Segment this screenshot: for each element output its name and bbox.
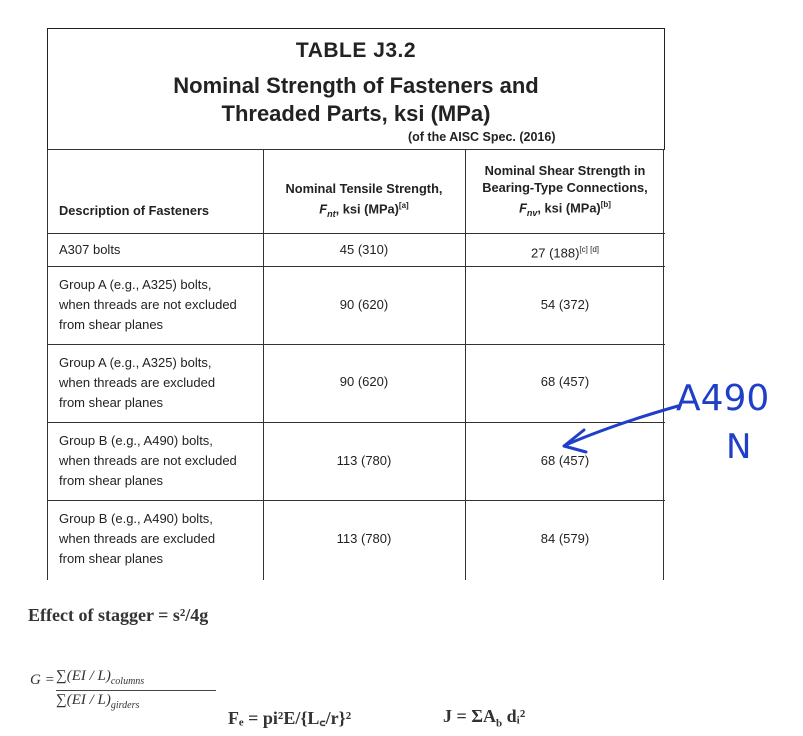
row-tensile-value: 113 (780) — [336, 531, 392, 546]
table-number: TABLE J3.2 — [295, 39, 417, 62]
g-fraction-bar — [56, 690, 216, 691]
g-factor-formula — [30, 668, 145, 711]
row-tensile-value: 113 (780) — [336, 453, 392, 468]
row-description-line: when threads are not excluded — [59, 453, 237, 468]
table-row — [47, 266, 665, 345]
row-description-line: when threads are excluded — [59, 531, 216, 546]
header-shear-unit: , ksi (MPa) — [537, 200, 601, 216]
row-tensile-value: 90 (620) — [339, 297, 389, 312]
annotation-text-a490: A490 — [676, 378, 770, 419]
row-description — [59, 509, 215, 569]
row-description-line: from shear planes — [59, 317, 164, 332]
annotation-text-n: N — [726, 427, 752, 467]
header-tensile-note: [a] — [398, 201, 409, 210]
row-description-line: from shear planes — [59, 551, 164, 566]
header-shear — [467, 162, 663, 222]
header-shear-symbol: F — [519, 200, 527, 216]
row-description-line: when threads are not excluded — [59, 297, 237, 312]
header-tensile-line1: Nominal Tensile Strength, — [285, 181, 443, 196]
table-title-box — [47, 28, 665, 149]
fastener-strength-table — [47, 28, 665, 580]
table-row — [47, 233, 665, 267]
table-grid — [47, 149, 665, 580]
row-shear-number: 27 (188) — [531, 245, 580, 261]
header-shear-subscript: nv — [526, 207, 538, 218]
row-description: A307 bolts — [59, 242, 121, 257]
table-header-row — [47, 149, 665, 234]
row-shear-value: 54 (372) — [540, 297, 590, 312]
row-description-line: Group B (e.g., A490) bolts, — [59, 433, 213, 448]
table-row — [47, 500, 665, 581]
euler-stress-formula: Fₑ = pi²E/{L꜀/r}² — [228, 708, 352, 728]
header-description: Description of Fasteners — [59, 203, 210, 218]
row-description-line: from shear planes — [59, 395, 164, 410]
header-tensile-subscript: nt — [327, 208, 336, 219]
row-description — [59, 431, 237, 491]
row-description-line: Group B (e.g., A490) bolts, — [59, 511, 213, 526]
row-shear-value — [467, 240, 663, 263]
polar-moment-formula — [443, 706, 525, 730]
row-description — [59, 275, 237, 335]
annotation-arrow-icon — [540, 400, 690, 470]
row-description — [59, 353, 215, 413]
header-tensile-symbol: F — [319, 201, 328, 217]
row-description-line: when threads are excluded — [59, 375, 216, 390]
header-shear-note: [b] — [600, 200, 611, 209]
header-shear-line2: Bearing-Type Connections, — [482, 180, 648, 195]
g-denominator-subscript: girders — [110, 700, 140, 711]
g-numerator — [56, 668, 144, 687]
g-numerator-text: ∑(EI / L) — [56, 668, 111, 684]
polar-moment-rest: dᵢ² — [502, 706, 526, 726]
g-numerator-subscript: columns — [110, 676, 145, 687]
header-tensile — [265, 180, 463, 223]
g-lhs: G = — [30, 672, 55, 688]
row-shear-value: 84 (579) — [540, 531, 590, 546]
table-source: (of the AISC Spec. (2016) — [408, 130, 556, 144]
row-tensile-value: 45 (310) — [339, 242, 389, 257]
row-description-line: Group A (e.g., A325) bolts, — [59, 355, 212, 370]
header-shear-line3 — [467, 196, 663, 222]
g-denominator — [56, 692, 139, 711]
row-shear-note: [c] [d] — [579, 245, 599, 254]
g-denominator-text: ∑(EI / L) — [56, 692, 111, 708]
row-description-line: from shear planes — [59, 473, 164, 488]
header-tensile-unit: , ksi (MPa) — [335, 201, 399, 217]
header-shear-line1: Nominal Shear Strength in — [484, 163, 646, 178]
table-title-line-1: Nominal Strength of Fasteners and — [173, 73, 539, 98]
polar-moment-subscript: b — [496, 717, 503, 730]
stagger-formula: Effect of stagger = s²/4g — [28, 605, 209, 625]
row-tensile-value: 90 (620) — [339, 374, 389, 389]
row-shear-value: 68 (457) — [540, 453, 590, 468]
row-shear-value: 68 (457) — [540, 374, 590, 389]
polar-moment-text: J = ΣA — [443, 706, 497, 726]
header-tensile-line2 — [265, 197, 463, 223]
table-title-line-2: Threaded Parts, ksi (MPa) — [221, 101, 491, 126]
row-description-line: Group A (e.g., A325) bolts, — [59, 277, 212, 292]
